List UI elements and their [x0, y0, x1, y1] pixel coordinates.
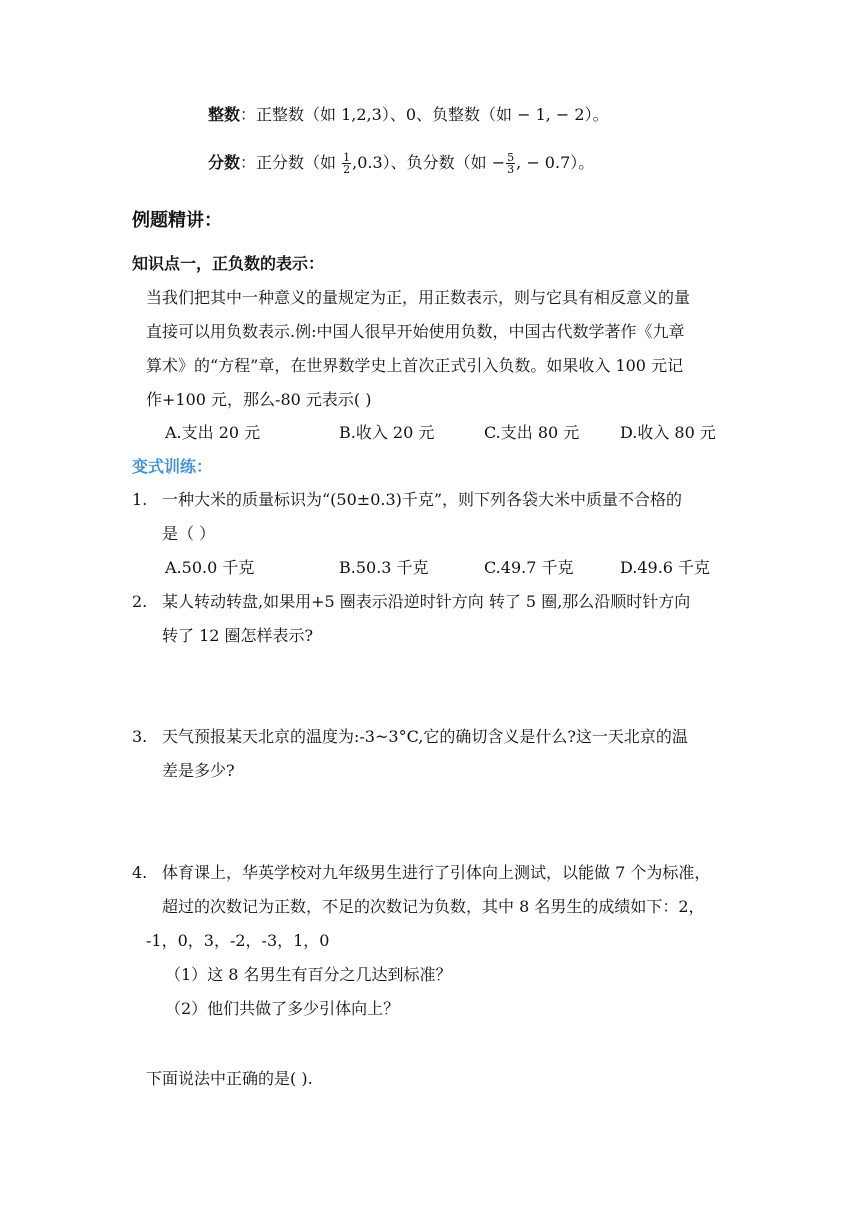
fraction-label: 分数 — [208, 153, 241, 172]
kp1-option-d: D.收入 80 元 — [620, 423, 716, 442]
kp1-option-c: C.支出 80 元 — [484, 423, 580, 442]
fraction-one-half: $\frac{1}{2}$ — [343, 151, 351, 176]
q4-line: -1，0，3，-2，-3，1，0 — [146, 931, 330, 950]
examples-heading: 例题精讲： — [132, 210, 222, 231]
q4-line: 体育课上，华英学校对九年级男生进行了引体向上测试，以能做 7 个为标准， — [162, 863, 711, 882]
kp1-line: 算术》的“方程”章，在世界数学史上首次正式引入负数。如果收入 100 元记 — [146, 356, 684, 375]
kp1-line: 当我们把其中一种意义的量规定为正，用正数表示，则与它具有相反意义的量 — [146, 288, 691, 307]
q1-option-d: D.49.6 千克 — [620, 558, 711, 577]
q1-option-c: C.49.7 千克 — [484, 558, 574, 577]
q2-line: 转了 12 圈怎样表示? — [162, 626, 314, 645]
q1-line: 是（ ） — [162, 524, 216, 543]
q1-option-a: A.50.0 千克 — [165, 558, 255, 577]
fraction-text-post: , − 0.7）。 — [516, 153, 595, 172]
knowledge-point-heading: 知识点一，正负数的表示： — [132, 254, 325, 273]
kp1-line: 直接可以用负数表示.例:中国人很早开始使用负数，中国古代数学著作《九章 — [146, 322, 685, 341]
q4-line: 超过的次数记为正数，不足的次数记为负数，其中 8 名男生的成绩如下：2， — [162, 897, 705, 916]
q3-line: 差是多少? — [162, 761, 235, 780]
q1-line: 一种大米的质量标识为“(50±0.3)千克”，则下列各袋大米中质量不合格的 — [162, 490, 683, 509]
q3-line: 天气预报某天北京的温度为:-3~3°C,它的确切含义是什么?这一天北京的温 — [162, 727, 688, 746]
question-4-number: 4. — [132, 863, 148, 882]
integer-label: 整数 — [208, 105, 241, 124]
q1-option-b: B.50.3 千克 — [339, 558, 429, 577]
question-3-number: 3. — [132, 727, 148, 746]
fraction-text-pre: ：正分数（如 — [240, 153, 342, 172]
fraction-five-thirds: $\frac{5}{3}$ — [507, 151, 515, 176]
q4-subquestion-1: （1）这 8 名男生有百分之几达到标准？ — [165, 965, 452, 984]
kp1-option-b: B.收入 20 元 — [339, 423, 435, 442]
final-question: 下面说法中正确的是( ). — [146, 1069, 313, 1088]
question-2-number: 2. — [132, 592, 148, 611]
q4-subquestion-2: （2）他们共做了多少引体向上？ — [165, 999, 400, 1018]
kp1-option-a: A.支出 20 元 — [165, 423, 261, 442]
fraction-definition — [208, 151, 594, 175]
integer-definition — [208, 103, 609, 127]
fraction-text-mid: ,0.3）、负分数（如 − — [352, 153, 506, 172]
practice-heading: 变式训练： — [132, 457, 213, 476]
integer-text: ：正整数（如 1,2,3）、0、负整数（如 − 1, − 2）。 — [240, 105, 609, 124]
question-1-number: 1. — [132, 490, 148, 509]
q2-line: 某人转动转盘,如果用+5 圈表示沿逆时针方向 转了 5 圈,那么沿顺时针方向 — [162, 592, 691, 611]
kp1-line: 作+100 元，那么-80 元表示( ) — [146, 390, 372, 409]
